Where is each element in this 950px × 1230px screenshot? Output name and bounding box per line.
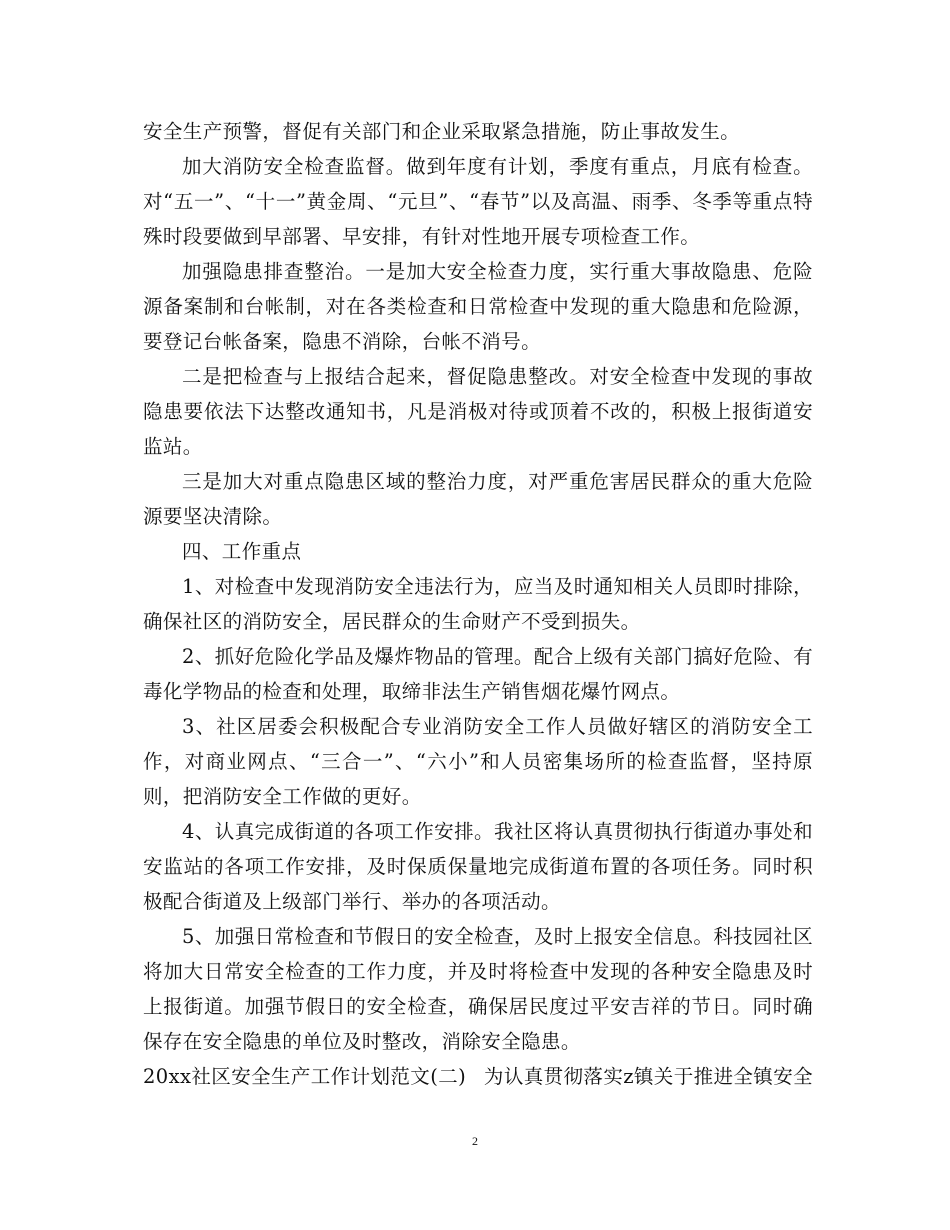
section-heading: 四、工作重点 [182,540,302,563]
paragraph: 1、对检查中发现消防安全违法行为，应当及时通知相关人员即时排除，确保社区的消防安全，居民群众的生命财产不受到损失。 [143,575,813,633]
page-number: 2 [472,1134,478,1148]
paragraph: 3、社区居委会积极配合专业消防安全工作人员做好辖区的消防安全工作，对商业网点、“三合一”、“六小”和人员密集场所的检查监督，坚持原则，把消防安全工作做的更好。 [143,715,813,808]
trailing-line [143,1059,813,1094]
paragraph: 安全生产预警，督促有关部门和企业采取紧急措施，防止事故发生。 [143,120,741,143]
paragraph: 加强隐患排查整治。一是加大安全检查力度，实行重大事故隐患、危险源备案制和台帐制，对在各类检查和日常检查中发现的重大隐患和危险源，要登记台帐备案，隐患不消除，台帐不消号。 [143,260,813,353]
paragraph: 4、认真完成街道的各项工作安排。我社区将认真贯彻执行街道办事处和安监站的各项工作安排，及时保质保量地完成街道布置的各项任务。同时积极配合街道及上级部门举行、举办的各项活动。 [143,820,813,913]
next-document-intro: 为认真贯彻落实z镇关于推进全镇安全 [483,1065,813,1088]
paragraph: 二是把检查与上报结合起来，督促隐患整改。对安全检查中发现的事故隐患要依法下达整改通知书，凡是消极对待或顶着不改的，积极上报街道安监站。 [143,365,813,458]
paragraph: 5、加强日常检查和节假日的安全检查，及时上报安全信息。科技园社区将加大日常安全检查的工作力度，并及时将检查中发现的各种安全隐患及时上报街道。加强节假日的安全检查，确保居民度过平安吉祥的节日。同时确保存在安全隐患的单位及时整改，消除安全隐患。 [143,925,813,1053]
next-document-title: 20xx社区安全生产工作计划范文(二) [143,1065,467,1088]
document-body [143,114,813,1094]
paragraph: 2、抓好危险化学品及爆炸物品的管理。配合上级有关部门搞好危险、有毒化学物品的检查和处理，取缔非法生产销售烟花爆竹网点。 [143,645,813,703]
paragraph: 加大消防安全检查监督。做到年度有计划，季度有重点，月底有检查。对“五一”、“十一”黄金周、“元旦”、“春节”以及高温、雨季、冬季等重点特殊时段要做到早部署、早安排，有针对性地开展专项检查工作。 [143,155,813,248]
paragraph: 三是加大对重点隐患区域的整治力度，对严重危害居民群众的重大危险源要坚决清除。 [143,470,813,528]
